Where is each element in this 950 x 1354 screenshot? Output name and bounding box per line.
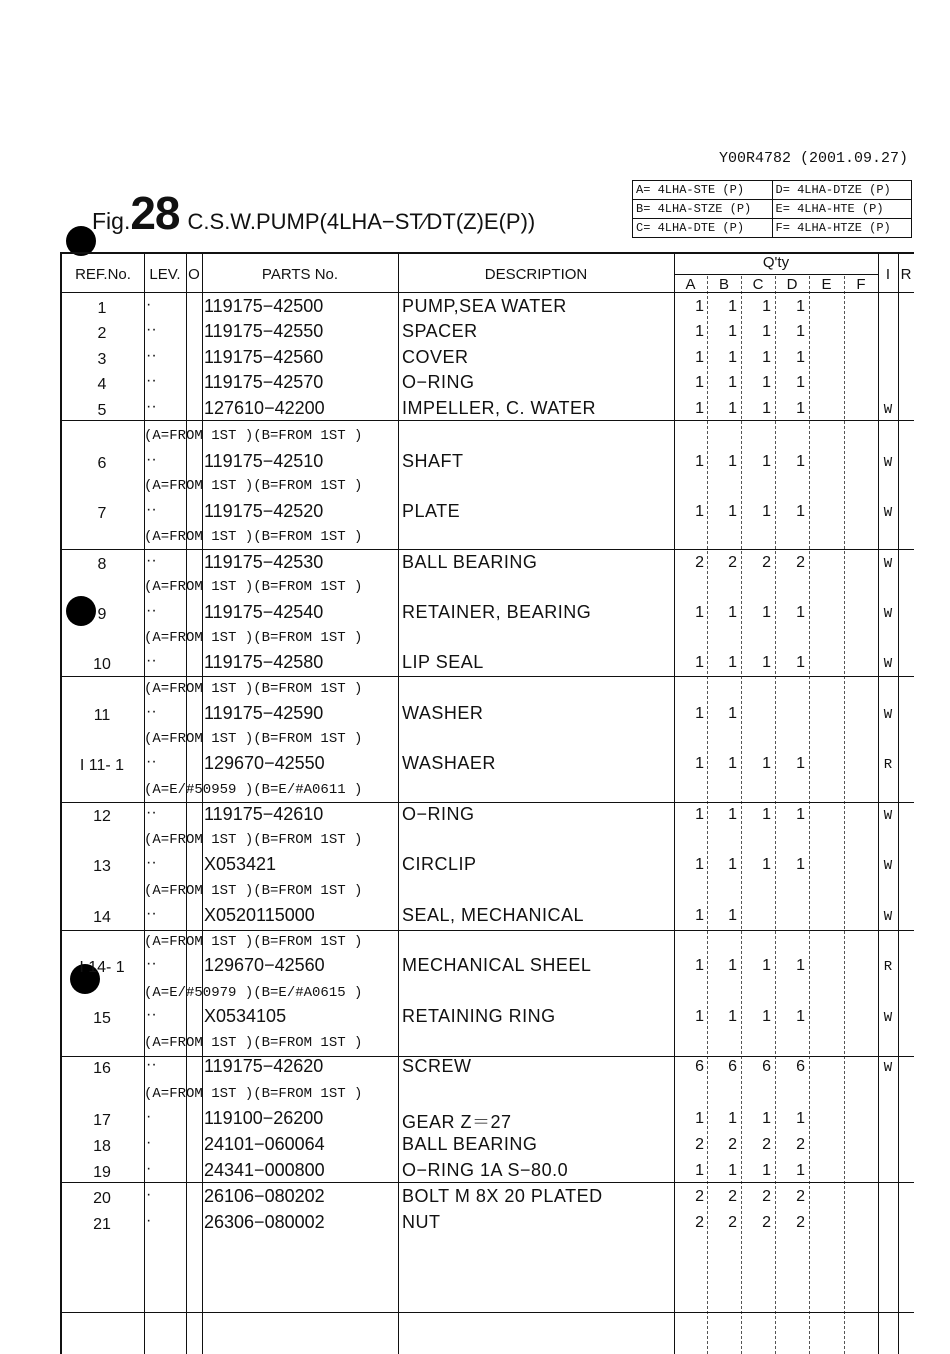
qty-c: 2	[762, 1188, 771, 1205]
part-number: 26106−080202	[204, 1186, 325, 1206]
table-row	[62, 955, 914, 980]
level-dots: ··	[146, 703, 157, 720]
part-description: LIP SEAL	[402, 652, 484, 672]
qty-c: 1	[762, 1162, 771, 1179]
part-number: 129670−42560	[204, 955, 325, 975]
qty-d: 6	[796, 1058, 805, 1075]
qty-d: 1	[796, 856, 805, 873]
part-number: 119175−42580	[204, 652, 324, 672]
qty-c: 1	[762, 957, 771, 974]
qty-c: 1	[762, 349, 771, 366]
qty-b: 1	[728, 705, 737, 722]
part-description: IMPELLER, C. WATER	[402, 398, 597, 418]
qty-a: 1	[695, 298, 704, 315]
qty-c: 1	[762, 806, 771, 823]
model-key-cell: D= 4LHA-DTZE (P)	[772, 181, 912, 200]
ref-number: 10	[93, 656, 111, 673]
qty-d: 1	[796, 1110, 805, 1127]
qty-b: 1	[728, 1110, 737, 1127]
ref-number: I 14- 1	[79, 959, 125, 976]
level-dots: ·	[146, 1212, 152, 1229]
applicability-note: (A=E/#50959 )(B=E/#A0611 )	[144, 782, 363, 798]
qty-a: 1	[695, 654, 704, 671]
part-description: PLATE	[402, 501, 461, 521]
part-description: COVER	[402, 347, 469, 367]
qty-c: 1	[762, 400, 771, 417]
part-description: O−RING	[402, 372, 475, 392]
figure-name: C.S.W.PUMP(4LHA−ST∕DT(Z)E(P))	[187, 209, 536, 234]
part-description: SCREW	[402, 1056, 472, 1076]
qty-d: 1	[796, 1162, 805, 1179]
part-description: RETAINER, BEARING	[402, 602, 592, 622]
applicability-note: (A=FROM 1ST )(B=FROM 1ST )	[144, 681, 363, 697]
level-dots: ·	[146, 1186, 152, 1203]
part-description: CIRCLIP	[402, 854, 477, 874]
qty-a: 1	[695, 856, 704, 873]
table-row	[62, 372, 914, 397]
level-dots: ··	[146, 321, 157, 338]
qty-c: 1	[762, 856, 771, 873]
qty-b: 1	[728, 374, 737, 391]
qty-b: 1	[728, 957, 737, 974]
part-description: PUMP,SEA WATER	[402, 296, 567, 316]
table-row	[62, 602, 914, 627]
applicability-note: (A=FROM 1ST )(B=FROM 1ST )	[144, 529, 363, 545]
qty-a: 1	[695, 1008, 704, 1025]
ref-number: 6	[97, 455, 107, 472]
qty-d: 1	[796, 323, 805, 340]
applicability-note: (A=FROM 1ST )(B=FROM 1ST )	[144, 1086, 363, 1102]
part-number: 119175−42590	[204, 703, 324, 723]
applicability-note: (A=FROM 1ST )(B=FROM 1ST )	[144, 934, 363, 950]
interchange-flag: W	[883, 556, 893, 572]
ref-number: 1	[97, 300, 107, 317]
qty-d: 1	[796, 400, 805, 417]
level-dots: ··	[146, 552, 157, 569]
qty-a: 1	[695, 453, 704, 470]
header-qty: Q'ty	[762, 254, 790, 271]
part-number: 127610−42200	[204, 398, 325, 418]
qty-a: 1	[695, 604, 704, 621]
model-key-cell: A= 4LHA-STE (P)	[633, 181, 773, 200]
qty-b: 1	[728, 349, 737, 366]
interchange-flag: W	[883, 1010, 893, 1026]
table-row	[62, 347, 914, 372]
interchange-flag: W	[883, 455, 893, 471]
applicability-note: (A=FROM 1ST )(B=FROM 1ST )	[144, 731, 363, 747]
qty-b: 1	[728, 400, 737, 417]
qty-d: 1	[796, 604, 805, 621]
qty-d: 1	[796, 1008, 805, 1025]
qty-b: 1	[728, 1162, 737, 1179]
table-row	[62, 703, 914, 728]
qty-b: 2	[728, 1188, 737, 1205]
applicability-note: (A=FROM 1ST )(B=FROM 1ST )	[144, 428, 363, 444]
part-number: 119175−42550	[204, 321, 324, 341]
qty-a: 1	[695, 1162, 704, 1179]
model-key-cell: B= 4LHA-STZE (P)	[633, 200, 773, 219]
qty-c: 2	[762, 1136, 771, 1153]
qty-c: 1	[762, 654, 771, 671]
qty-b: 2	[728, 1214, 737, 1231]
qty-b: 1	[728, 907, 737, 924]
part-number: 119175−42610	[204, 804, 324, 824]
level-dots: ··	[146, 451, 157, 468]
header-qty-a: A	[685, 276, 696, 293]
model-key-cell: E= 4LHA-HTE (P)	[772, 200, 912, 219]
header-lev: LEV.	[149, 266, 181, 283]
level-dots: ·	[146, 1160, 152, 1177]
applicability-note: (A=FROM 1ST )(B=FROM 1ST )	[144, 883, 363, 899]
header-ref: REF.No.	[75, 266, 131, 283]
part-number: 119175−42620	[204, 1056, 324, 1076]
level-dots: ··	[146, 1006, 157, 1023]
interchange-flag: W	[883, 606, 893, 622]
applicability-note: (A=FROM 1ST )(B=FROM 1ST )	[144, 1035, 363, 1051]
group-divider	[62, 930, 914, 931]
ref-number: 18	[93, 1138, 111, 1155]
interchange-flag: W	[883, 656, 893, 672]
qty-d: 1	[796, 957, 805, 974]
qty-c: 6	[762, 1058, 771, 1075]
qty-a: 2	[695, 1188, 704, 1205]
qty-a: 1	[695, 907, 704, 924]
ref-number: 7	[97, 505, 107, 522]
qty-d: 2	[796, 554, 805, 571]
qty-b: 1	[728, 604, 737, 621]
header-o: O	[188, 266, 200, 283]
qty-c: 2	[762, 554, 771, 571]
qty-a: 1	[695, 755, 704, 772]
table-row	[62, 296, 914, 321]
interchange-flag: W	[883, 858, 893, 874]
qty-b: 2	[728, 1136, 737, 1153]
part-description: SPACER	[402, 321, 478, 341]
level-dots: ··	[146, 372, 157, 389]
part-number: X0534105	[204, 1006, 287, 1026]
interchange-flag: W	[883, 505, 893, 521]
level-dots: ·	[146, 1108, 152, 1125]
table-row	[62, 552, 914, 577]
qty-a: 1	[695, 957, 704, 974]
qty-a: 1	[695, 806, 704, 823]
part-number: 119175−42520	[204, 501, 324, 521]
header-qty-c: C	[752, 276, 764, 293]
qty-a: 2	[695, 554, 704, 571]
ref-number: 3	[97, 351, 107, 368]
qty-d: 1	[796, 806, 805, 823]
part-description: MECHANICAL SHEEL	[402, 955, 592, 975]
ref-number: 19	[93, 1164, 111, 1181]
header-i: I	[885, 266, 891, 283]
qty-b: 1	[728, 654, 737, 671]
qty-b: 2	[728, 554, 737, 571]
level-dots: ··	[146, 501, 157, 518]
applicability-note: (A=FROM 1ST )(B=FROM 1ST )	[144, 478, 363, 494]
table-row	[62, 1186, 914, 1211]
qty-a: 1	[695, 400, 704, 417]
level-dots: ··	[146, 955, 157, 972]
model-key-cell: F= 4LHA-HTZE (P)	[772, 219, 912, 238]
parts-table	[60, 252, 914, 1354]
ref-number: 4	[97, 376, 107, 393]
part-description: SHAFT	[402, 451, 464, 471]
group-divider	[62, 549, 914, 550]
applicability-note: (A=E/#50979 )(B=E/#A0615 )	[144, 985, 363, 1001]
qty-a: 1	[695, 503, 704, 520]
table-row	[62, 1160, 914, 1185]
ref-number: 5	[97, 402, 107, 419]
qty-b: 1	[728, 1008, 737, 1025]
part-number: 119175−42540	[204, 602, 324, 622]
qty-a: 2	[695, 1214, 704, 1231]
qty-c: 1	[762, 323, 771, 340]
part-description: NUT	[402, 1212, 441, 1232]
part-number: 26306−080002	[204, 1212, 325, 1232]
ref-number: I 11- 1	[79, 757, 125, 774]
table-row	[62, 1134, 914, 1159]
table-row	[62, 1108, 914, 1133]
qty-c: 1	[762, 298, 771, 315]
interchange-flag: W	[883, 402, 893, 418]
qty-d: 1	[796, 755, 805, 772]
interchange-flag: R	[883, 757, 893, 773]
part-description: WASHAER	[402, 753, 496, 773]
interchange-flag: W	[883, 808, 893, 824]
part-number: X053421	[204, 854, 277, 874]
table-row	[62, 905, 914, 930]
qty-d: 2	[796, 1136, 805, 1153]
qty-b: 1	[728, 755, 737, 772]
level-dots: ··	[146, 804, 157, 821]
level-dots: ··	[146, 398, 157, 415]
part-number: 119175−42530	[204, 552, 324, 572]
table-row	[62, 1056, 914, 1081]
qty-b: 1	[728, 503, 737, 520]
level-dots: ··	[146, 602, 157, 619]
figure-title	[92, 186, 535, 240]
part-description: BALL BEARING	[402, 552, 538, 572]
ref-number: 12	[93, 808, 111, 825]
qty-a: 1	[695, 705, 704, 722]
level-dots: ··	[146, 905, 157, 922]
model-key-table	[632, 180, 912, 238]
ref-number: 17	[93, 1112, 111, 1129]
table-row	[62, 451, 914, 476]
ref-number: 8	[97, 556, 107, 573]
table-row	[62, 1212, 914, 1237]
level-dots: ··	[146, 652, 157, 669]
header-description: DESCRIPTION	[484, 266, 588, 283]
ref-number: 20	[93, 1190, 111, 1207]
level-dots: ··	[146, 753, 157, 770]
part-number: 119175−42500	[204, 296, 324, 316]
qty-a: 1	[695, 323, 704, 340]
qty-header-divider	[674, 274, 878, 275]
part-description: BALL BEARING	[402, 1134, 538, 1154]
qty-b: 1	[728, 453, 737, 470]
ref-number: 16	[93, 1060, 111, 1077]
applicability-note: (A=FROM 1ST )(B=FROM 1ST )	[144, 630, 363, 646]
part-number: 119175−42560	[204, 347, 324, 367]
qty-d: 1	[796, 374, 805, 391]
qty-d: 1	[796, 503, 805, 520]
qty-a: 2	[695, 1136, 704, 1153]
qty-b: 1	[728, 856, 737, 873]
qty-a: 1	[695, 1110, 704, 1127]
qty-d: 2	[796, 1214, 805, 1231]
qty-d: 1	[796, 453, 805, 470]
qty-c: 1	[762, 374, 771, 391]
table-row	[62, 1006, 914, 1031]
level-dots: ··	[146, 347, 157, 364]
header-parts-no: PARTS No.	[261, 266, 339, 283]
interchange-flag: W	[883, 909, 893, 925]
part-number: 24101−060064	[204, 1134, 325, 1154]
table-row	[62, 854, 914, 879]
qty-d: 1	[796, 349, 805, 366]
table-row	[62, 321, 914, 346]
ref-number: 15	[93, 1010, 111, 1027]
header-qty-e: E	[821, 276, 832, 293]
document-id: Y00R4782 (2001.09.27)	[718, 150, 908, 167]
part-description: O−RING	[402, 804, 475, 824]
part-number: 119175−42510	[204, 451, 324, 471]
part-number: 129670−42550	[204, 753, 325, 773]
ref-number: 14	[93, 909, 111, 926]
qty-d: 2	[796, 1188, 805, 1205]
header-r: R	[900, 266, 912, 283]
part-description: BOLT M 8X 20 PLATED	[402, 1186, 603, 1206]
qty-c: 1	[762, 1008, 771, 1025]
figure-prefix: Fig.	[92, 208, 131, 234]
qty-a: 1	[695, 349, 704, 366]
qty-b: 6	[728, 1058, 737, 1075]
ref-number: 13	[93, 858, 111, 875]
level-dots: ··	[146, 1056, 157, 1073]
ref-number: 9	[97, 606, 107, 623]
table-row	[62, 652, 914, 677]
part-number: 119100−26200	[204, 1108, 324, 1128]
level-dots: ·	[146, 296, 152, 313]
ref-number: 11	[93, 707, 111, 724]
interchange-flag: R	[883, 959, 893, 975]
header-qty-f: F	[856, 276, 866, 293]
table-row	[62, 398, 914, 423]
part-number: 24341−000800	[204, 1160, 325, 1180]
part-number: X0520115000	[204, 905, 315, 925]
part-number: 119175−42570	[204, 372, 324, 392]
group-divider	[62, 1312, 914, 1313]
header-qty-d: D	[786, 276, 798, 293]
figure-number: 28	[130, 187, 180, 239]
qty-c: 1	[762, 755, 771, 772]
part-description: RETAINING RING	[402, 1006, 556, 1026]
table-row	[62, 753, 914, 778]
table-row	[62, 804, 914, 829]
qty-d: 1	[796, 654, 805, 671]
qty-d: 1	[796, 298, 805, 315]
header-qty-b: B	[718, 276, 729, 293]
part-description: GEAR Z＝27	[402, 1112, 512, 1132]
interchange-flag: W	[883, 707, 893, 723]
interchange-flag: W	[883, 1060, 893, 1076]
qty-c: 2	[762, 1214, 771, 1231]
qty-c: 1	[762, 503, 771, 520]
qty-b: 1	[728, 298, 737, 315]
qty-c: 1	[762, 453, 771, 470]
qty-c: 1	[762, 1110, 771, 1127]
level-dots: ·	[146, 1134, 152, 1151]
part-description: WASHER	[402, 703, 484, 723]
qty-b: 1	[728, 806, 737, 823]
ref-number: 2	[97, 325, 107, 342]
qty-c: 1	[762, 604, 771, 621]
applicability-note: (A=FROM 1ST )(B=FROM 1ST )	[144, 832, 363, 848]
table-row	[62, 501, 914, 526]
group-divider	[62, 802, 914, 803]
applicability-note: (A=FROM 1ST )(B=FROM 1ST )	[144, 579, 363, 595]
qty-a: 6	[695, 1058, 704, 1075]
part-description: O−RING 1A S−80.0	[402, 1160, 569, 1180]
part-description: SEAL, MECHANICAL	[402, 905, 585, 925]
level-dots: ··	[146, 854, 157, 871]
ref-number: 21	[93, 1216, 111, 1233]
model-key-cell: C= 4LHA-DTE (P)	[633, 219, 773, 238]
qty-b: 1	[728, 323, 737, 340]
qty-a: 1	[695, 374, 704, 391]
